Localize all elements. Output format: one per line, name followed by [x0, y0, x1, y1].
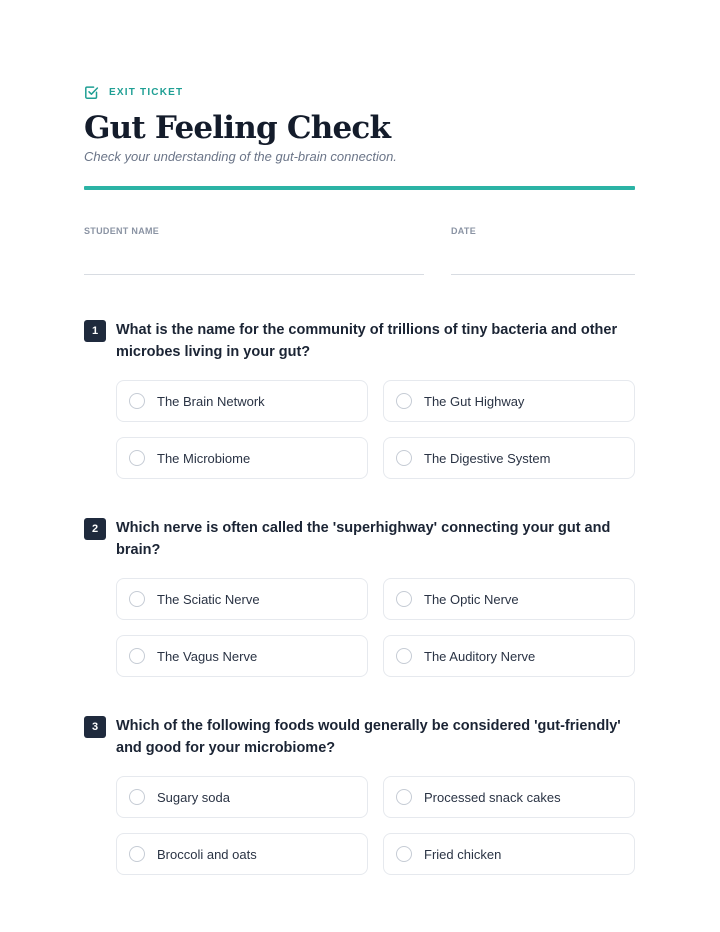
answer-option-label: The Auditory Nerve — [424, 648, 536, 664]
answer-option-label: The Microbiome — [157, 450, 251, 466]
question-number-badge: 2 — [84, 518, 106, 540]
question-header — [84, 518, 635, 561]
answer-option[interactable] — [383, 380, 635, 422]
answer-option[interactable] — [383, 437, 635, 479]
page-subtitle: Check your understanding of the gut-brain connection. — [84, 149, 397, 164]
question-1 — [84, 320, 635, 518]
answer-option-label: Broccoli and oats — [157, 846, 257, 862]
student-info — [84, 226, 635, 276]
question-number-badge: 3 — [84, 716, 106, 738]
radio-button-icon[interactable] — [129, 846, 145, 862]
radio-button-icon[interactable] — [396, 648, 412, 664]
question-header — [84, 320, 635, 363]
answer-option-label: Sugary soda — [157, 789, 230, 805]
question-text: Which nerve is often called the 'superhighway' connecting your gut and brain? — [116, 520, 611, 558]
answer-option-label: Processed snack cakes — [424, 789, 561, 805]
date-field[interactable] — [451, 226, 635, 236]
question-list — [84, 320, 635, 914]
header-divider — [84, 186, 635, 190]
student-name-line[interactable] — [84, 274, 424, 275]
question-text: Which of the following foods would generally be considered 'gut-friendly' and good for your microbiome? — [116, 718, 621, 756]
student-name-field[interactable] — [84, 226, 424, 236]
answer-options — [116, 578, 635, 677]
radio-button-icon[interactable] — [129, 789, 145, 805]
answer-option[interactable] — [383, 635, 635, 677]
student-name-label: STUDENT NAME — [84, 226, 160, 236]
page-title: Gut Feeling Check — [84, 110, 391, 146]
answer-option[interactable] — [116, 833, 368, 875]
radio-button-icon[interactable] — [396, 789, 412, 805]
answer-option[interactable] — [116, 380, 368, 422]
answer-option-label: Fried chicken — [424, 846, 502, 862]
eyebrow — [84, 84, 635, 100]
date-line[interactable] — [451, 274, 635, 275]
answer-options — [116, 776, 635, 875]
radio-button-icon[interactable] — [396, 846, 412, 862]
answer-option[interactable] — [116, 578, 368, 620]
answer-option[interactable] — [116, 776, 368, 818]
date-label: DATE — [451, 226, 477, 236]
radio-button-icon[interactable] — [129, 450, 145, 466]
radio-button-icon[interactable] — [396, 393, 412, 409]
answer-option-label: The Sciatic Nerve — [157, 591, 260, 607]
radio-button-icon[interactable] — [129, 591, 145, 607]
radio-button-icon[interactable] — [396, 591, 412, 607]
eyebrow-label: EXIT TICKET — [109, 86, 184, 98]
radio-button-icon[interactable] — [129, 648, 145, 664]
answer-option[interactable] — [116, 437, 368, 479]
exit-ticket-page — [84, 84, 635, 914]
question-text: What is the name for the community of trillions of tiny bacteria and other microbes living in your gut? — [116, 322, 618, 360]
answer-option-label: The Digestive System — [424, 450, 551, 466]
radio-button-icon[interactable] — [129, 393, 145, 409]
question-header — [84, 716, 635, 759]
question-number-badge: 1 — [84, 320, 106, 342]
answer-option[interactable] — [383, 578, 635, 620]
answer-option-label: The Optic Nerve — [424, 591, 519, 607]
answer-option-label: The Vagus Nerve — [157, 648, 258, 664]
answer-option[interactable] — [383, 833, 635, 875]
answer-option[interactable] — [116, 635, 368, 677]
answer-option-label: The Brain Network — [157, 393, 265, 409]
radio-button-icon[interactable] — [396, 450, 412, 466]
answer-options — [116, 380, 635, 479]
question-2 — [84, 518, 635, 716]
checkbox-check-icon — [84, 85, 99, 100]
answer-option[interactable] — [383, 776, 635, 818]
answer-option-label: The Gut Highway — [424, 393, 525, 409]
question-3 — [84, 716, 635, 914]
